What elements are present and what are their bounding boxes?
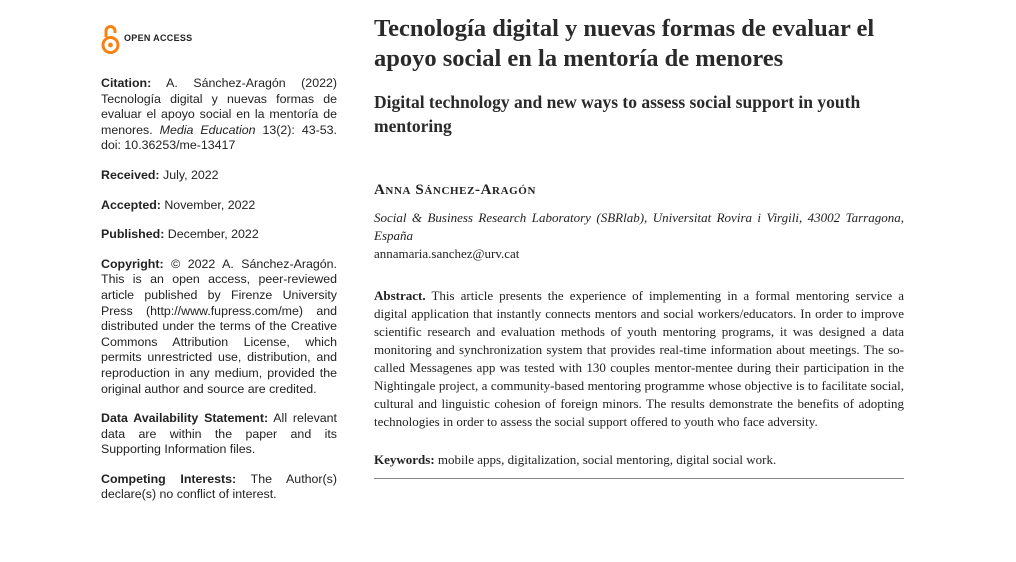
keywords xyxy=(374,451,904,479)
open-access-badge[interactable] xyxy=(101,22,337,56)
received-label: Received: xyxy=(101,167,160,182)
received-value: July, 2022 xyxy=(163,167,219,182)
citation-text-1: A. Sánchez-Aragón (2022) Tecnología digital y nuevas formas de evaluar el apoyo social en la mentoría de menores. xyxy=(101,76,337,137)
author-email[interactable]: annamaria.sanchez@urv.cat xyxy=(374,246,520,261)
competing-interests-text: The Author(s) declare(s) no conflict of interest. xyxy=(101,471,337,502)
data-availability xyxy=(101,411,337,458)
citation xyxy=(101,76,337,154)
keywords-label: Keywords: xyxy=(374,452,435,467)
copyright-label: Copyright: xyxy=(101,256,164,271)
author-name: Anna Sánchez-Aragón xyxy=(374,182,536,198)
received xyxy=(101,168,337,184)
competing-interests xyxy=(101,472,337,503)
copyright xyxy=(101,257,337,397)
abstract-text: This article presents the experience of implementing in a formal mentoring service a digital application that instantly connects mentors and social workers/educators. In order to improve scientific research and evaluation methods of youth mentoring programs, it was designed a data monitoring and synchronization system that provides real-time information about meetings. The so-called Messagenes app was tested with 130 couples mentor-mentee during their participation in the Nightingale project, a community-based mentoring programme whose objective is to facilitate social, cultural and linguistic cohesion of foreign minors. The results demonstrate the benefits of adopting technologies in order to assess the social support offered to youth who face adversity. xyxy=(374,288,905,429)
abstract xyxy=(374,287,904,431)
accepted xyxy=(101,198,337,214)
citation-journal: Media Education xyxy=(159,122,256,137)
published xyxy=(101,227,337,243)
published-value: December, 2022 xyxy=(167,227,259,242)
abstract-label: Abstract. xyxy=(374,288,426,303)
open-access-lock-icon xyxy=(101,23,120,55)
copyright-text: © 2022 A. Sánchez-Aragón. This is an open access, peer-reviewed article published by Firenze University Press (http://www.fupress.com/me) and distributed under the terms of the Creative Commons Attribution License, which permits unrestricted use, distribution, and reproduction in any medium, provided the original author and source are credited. xyxy=(101,256,337,396)
data-availability-label: Data Availability Statement: xyxy=(101,411,269,426)
accepted-value: November, 2022 xyxy=(164,197,256,212)
accepted-label: Accepted: xyxy=(101,197,161,212)
keywords-text: mobile apps, digitalization, social mentoring, digital social work. xyxy=(437,452,777,467)
author-affiliation: Social & Business Research Laboratory (SBRlab), Universitat Rovira i Virgili, 43002 Tarragona, España xyxy=(374,210,904,243)
article-subtitle: Digital technology and new ways to assess social support in youth mentoring xyxy=(374,92,861,136)
citation-text-2: 13(2): 43-53. doi: 10.36253/me-13417 xyxy=(101,122,337,153)
article-main xyxy=(374,14,904,479)
competing-interests-label: Competing Interests: xyxy=(101,471,237,486)
article-title: Tecnología digital y nuevas formas de evaluar el apoyo social en la mentoría de menores xyxy=(374,15,875,72)
published-label: Published: xyxy=(101,227,165,242)
article-sidebar xyxy=(101,22,337,517)
open-access-label: OPEN ACCESS xyxy=(124,33,193,44)
data-availability-text: All relevant data are within the paper and its Supporting Information files. xyxy=(101,411,338,457)
citation-label: Citation: xyxy=(101,76,152,90)
